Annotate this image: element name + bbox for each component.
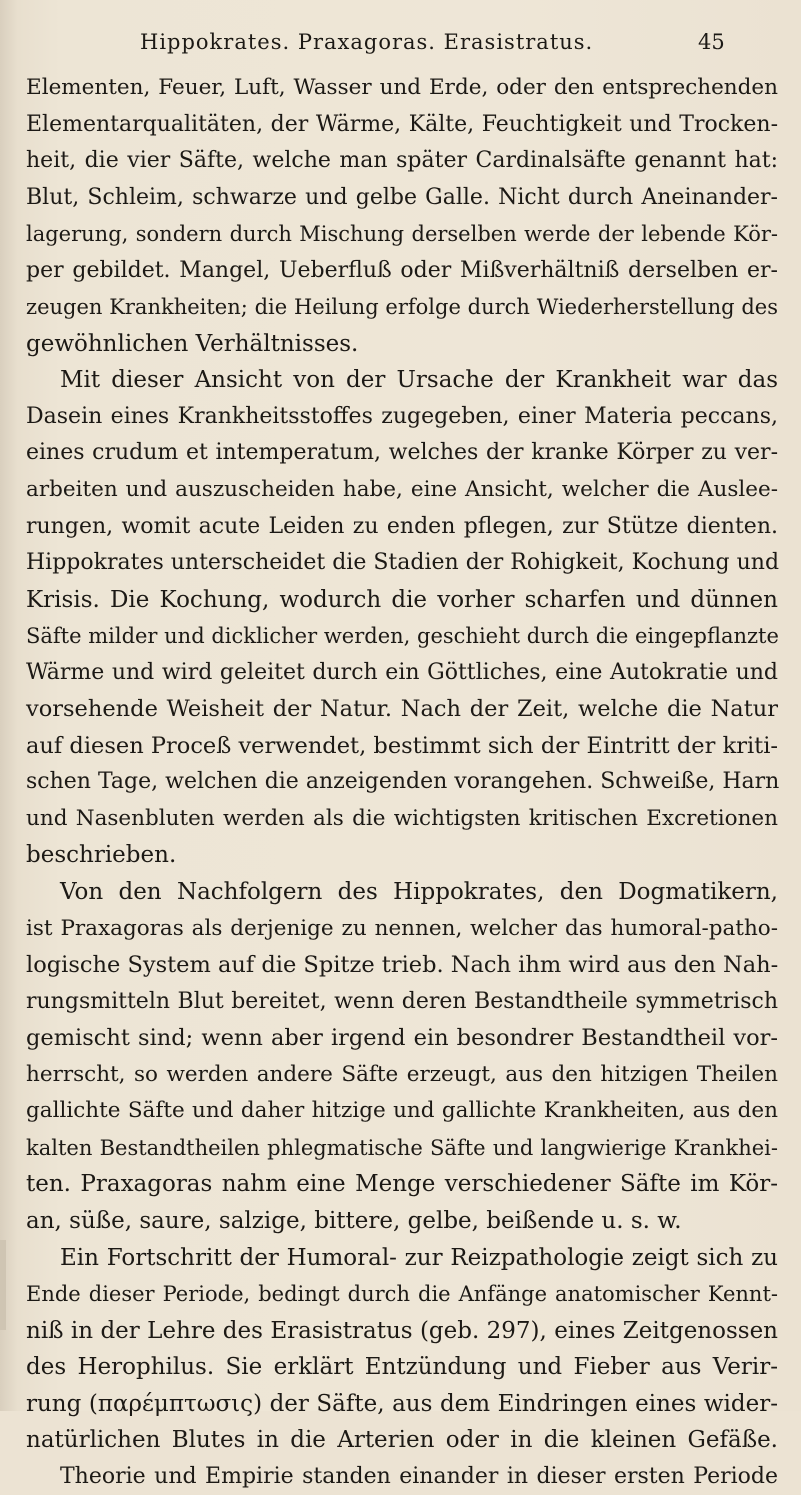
page-number: 45 bbox=[698, 30, 725, 54]
text-line: Dasein eines Krankheitsstoffes zugegeben, einer Materia peccans, bbox=[26, 403, 778, 429]
text-line: heit, die vier Säfte, welche man später Cardinalsäfte genannt hat: bbox=[26, 148, 778, 174]
text-line: Mit dieser Ansicht von der Ursache der Krankheit war das bbox=[60, 367, 778, 394]
text-line: Elementen, Feuer, Luft, Wasser und Erde, oder den entsprechenden bbox=[26, 75, 778, 100]
text-line: gemischt sind; wenn aber irgend ein besondrer Bestandtheil vor- bbox=[26, 1025, 778, 1052]
text-line: Theorie und Empirie standen einander in dieser ersten Periode bbox=[60, 1463, 778, 1489]
text-line: Elementarqualitäten, der Wärme, Kälte, Feuchtigkeit und Trocken- bbox=[26, 111, 778, 137]
text-line: herrscht, so werden andere Säfte erzeugt, aus den hitzigen Theilen bbox=[26, 1061, 778, 1087]
text-line: ist Praxagoras als derjenige zu nennen, welcher das humoral-patho- bbox=[26, 915, 778, 941]
text-line: Krisis. Die Kochung, wodurch die vorher scharfen und dünnen bbox=[26, 586, 778, 613]
text-line: Säfte milder und dicklicher werden, geschieht durch die eingepflanzte bbox=[26, 624, 779, 649]
text-line: ten. Praxagoras nahm eine Menge verschiedener Säfte im Kör- bbox=[26, 1171, 778, 1198]
text-line: vorsehende Weisheit der Natur. Nach der Zeit, welche die Natur bbox=[26, 696, 778, 723]
text-line: Hippokrates unterscheidet die Stadien der Rohigkeit, Kochung und bbox=[26, 550, 780, 576]
text-line: rungen, womit acute Leiden zu enden pflegen, zur Stütze dienten. bbox=[26, 513, 778, 539]
body-text bbox=[26, 70, 778, 1495]
text-line: Ende dieser Periode, bedingt durch die Anfänge anatomischer Kennt- bbox=[26, 1282, 778, 1307]
text-line: Blut, Schleim, schwarze und gelbe Galle. Nicht durch Aneinander- bbox=[26, 184, 778, 210]
text-line: Von den Nachfolgern des Hippokrates, den Dogmatikern, bbox=[60, 879, 778, 906]
text-line: schen Tage, welchen die anzeigenden vorangehen. Schweiße, Harn bbox=[26, 769, 780, 795]
text-line: und Nasenbluten werden als die wichtigsten kritischen Excretionen bbox=[26, 805, 778, 831]
text-line: niß in der Lehre des Erasistratus (geb. 297), eines Zeitgenossen bbox=[26, 1317, 778, 1344]
running-title: Hippokrates. Praxagoras. Erasistratus. bbox=[140, 30, 594, 54]
text-line: arbeiten und auszuscheiden habe, eine Ansicht, welcher die Auslee- bbox=[26, 477, 778, 503]
text-line: auf diesen Proceß verwendet, bestimmt sich der Eintritt der kriti- bbox=[26, 732, 778, 759]
text-line: eines crudum et intemperatum, welches der kranke Körper zu ver- bbox=[26, 440, 778, 466]
text-line: gewöhnlichen Verhältnisses. bbox=[26, 330, 359, 357]
text-line: gallichte Säfte und daher hitzige und gallichte Krankheiten, aus den bbox=[26, 1098, 778, 1124]
text-line: kalten Bestandtheilen phlegmatische Säfte und langwierige Krankhei- bbox=[26, 1135, 778, 1160]
text-line: per gebildet. Mangel, Ueberfluß oder Mißverhältniß derselben er- bbox=[26, 257, 778, 283]
text-line: natürlichen Blutes in die Arterien oder in die kleinen Gefäße. bbox=[26, 1427, 778, 1454]
text-line: rung (παρέμπτωσις) der Säfte, aus dem Eindringen eines wider- bbox=[26, 1390, 778, 1417]
page-edge-shadow bbox=[0, 1240, 6, 1330]
text-line: Wärme und wird geleitet durch ein Göttliches, eine Autokratie und bbox=[26, 659, 778, 685]
text-line: lagerung, sondern durch Mischung derselben werde der lebende Kör- bbox=[26, 222, 778, 247]
text-line: rungsmitteln Blut bereitet, wenn deren Bestandtheile symmetrisch bbox=[26, 988, 778, 1014]
text-line: des Herophilus. Sie erklärt Entzündung und Fieber aus Verir- bbox=[26, 1354, 778, 1381]
text-line: beschrieben. bbox=[26, 842, 177, 869]
text-line: an, süße, saure, salzige, bittere, gelbe, beißende u. s. w. bbox=[26, 1207, 682, 1234]
text-line: Ein Fortschritt der Humoral- zur Reizpathologie zeigt sich zu bbox=[60, 1244, 778, 1271]
text-line: logische System auf die Spitze trieb. Nach ihm wird aus den Nah- bbox=[26, 952, 779, 979]
text-line: zeugen Krankheiten; die Heilung erfolge durch Wiederherstellung des bbox=[26, 295, 778, 320]
